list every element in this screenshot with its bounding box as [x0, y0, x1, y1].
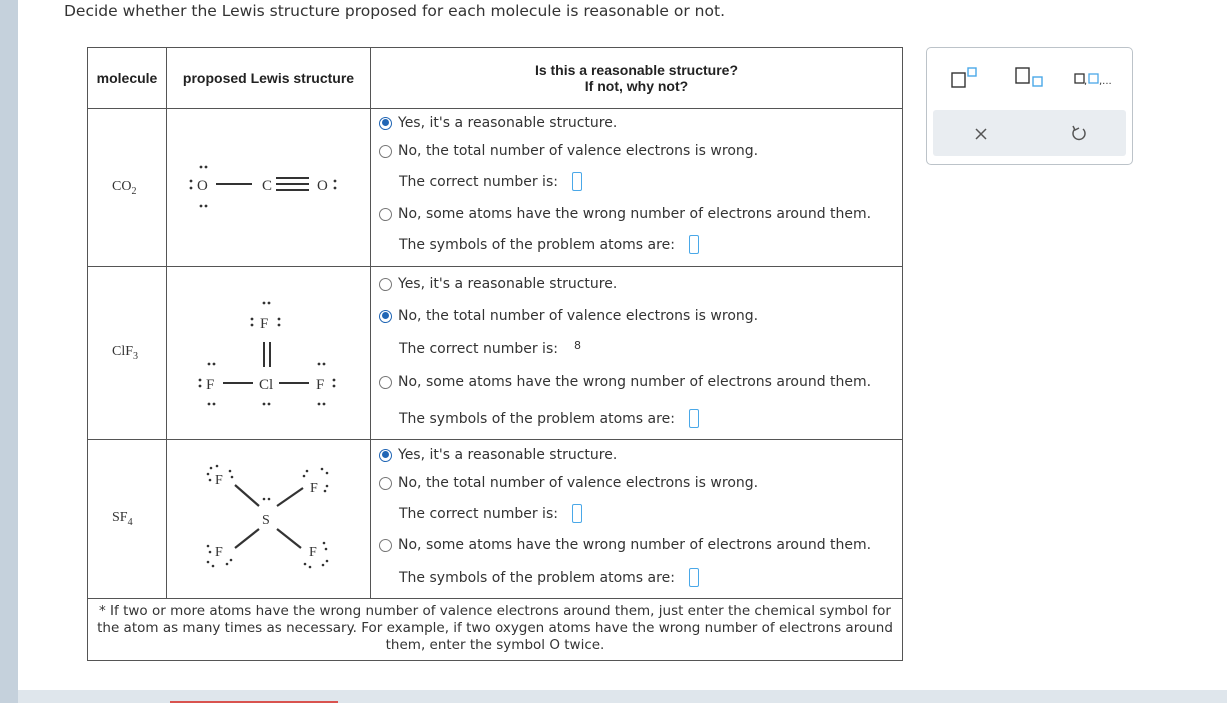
symbols-row3: The symbols of the problem atoms are:: [371, 568, 699, 587]
header-reasonable-line2: If not, why not?: [584, 78, 689, 94]
clear-icon[interactable]: [973, 126, 989, 142]
svg-text:,: ,: [1084, 76, 1088, 87]
footnote: * If two or more atoms have the wrong number of valence electrons around them, just enter the chemical symbol for the atom as many times as necessary. For example, if two oxygen atoms have the wrong number of electrons around them, enter the symbol O twice.: [88, 599, 903, 661]
atom-s: S: [262, 513, 270, 528]
option-no-valence-row3[interactable]: No, the total number of valence electrons is wrong.: [371, 475, 758, 491]
header-molecule: molecule: [88, 48, 167, 109]
atom-f-upper-left: F: [215, 473, 223, 488]
correct-number-row1: The correct number is:: [371, 172, 582, 191]
radio-no-atoms-row1[interactable]: [379, 208, 392, 221]
radio-no-atoms-row3[interactable]: [379, 539, 392, 552]
radio-yes-row3[interactable]: [379, 449, 392, 462]
question-table: [87, 47, 903, 661]
question-text: Decide whether the Lewis structure proposed for each molecule is reasonable or not.: [64, 2, 725, 20]
atom-f-left: F: [206, 377, 215, 393]
lewis-structure-co2: [167, 109, 371, 267]
molecule-co2: $CO_2$: [88, 109, 167, 267]
correct-number-row3: The correct number is:: [371, 504, 582, 523]
option-no-atoms-row3[interactable]: No, some atoms have the wrong number of electrons around them.: [371, 537, 871, 553]
option-no-atoms-row1[interactable]: No, some atoms have the wrong number of electrons around them.: [371, 206, 871, 222]
option-yes-row3[interactable]: Yes, it's a reasonable structure.: [371, 447, 617, 463]
atom-f-right: F: [316, 377, 325, 393]
atom-c: C: [262, 178, 273, 194]
svg-text:,...: ,...: [1099, 76, 1112, 87]
radio-no-valence-row2[interactable]: [379, 310, 392, 323]
option-no-atoms-row2[interactable]: No, some atoms have the wrong number of electrons around them.: [371, 374, 871, 390]
options-clf3: [371, 267, 903, 440]
options-co2: [371, 109, 903, 267]
symbols-input-row3[interactable]: [689, 568, 699, 587]
subscript-icon[interactable]: [1013, 66, 1045, 90]
option-yes-row2[interactable]: Yes, it's a reasonable structure.: [371, 276, 617, 292]
atom-o-right: O: [317, 178, 328, 194]
symbols-input-row1[interactable]: [689, 235, 699, 254]
correct-number-row2: The correct number is: 8: [399, 338, 581, 357]
radio-yes-row2[interactable]: [379, 278, 392, 291]
correct-number-input-row1[interactable]: [572, 172, 582, 191]
option-yes-row1[interactable]: Yes, it's a reasonable structure.: [371, 115, 617, 131]
lewis-structure-sf4: [167, 440, 371, 599]
molecule-sf4: $SF_4$: [88, 440, 167, 599]
symbols-input-row2[interactable]: [689, 409, 699, 428]
symbols-row2: The symbols of the problem atoms are:: [371, 409, 699, 428]
radio-no-valence-row1[interactable]: [379, 145, 392, 158]
radio-no-atoms-row2[interactable]: [379, 376, 392, 389]
atom-cl: Cl: [259, 377, 274, 393]
radio-yes-row1[interactable]: [379, 117, 392, 130]
molecule-clf3: ClF$_3$: [88, 267, 167, 440]
correct-number-input-row3[interactable]: [572, 504, 582, 523]
correct-number-value-row2[interactable]: 8: [573, 338, 581, 352]
radio-no-valence-row3[interactable]: [379, 477, 392, 490]
answer-tools-panel: [926, 47, 1133, 165]
list-icon[interactable]: [1073, 68, 1125, 88]
atom-f-lower-right: F: [309, 545, 317, 560]
header-structure: proposed Lewis structure: [167, 48, 371, 109]
atom-f-top: F: [260, 316, 269, 332]
lewis-structure-clf3: [167, 267, 371, 440]
option-no-valence-row2[interactable]: No, the total number of valence electrons is wrong.: [371, 308, 758, 324]
options-sf4: [371, 440, 903, 599]
left-sidebar-strip: [0, 0, 18, 703]
atom-f-upper-right: F: [310, 481, 318, 496]
symbols-row1: The symbols of the problem atoms are:: [371, 235, 699, 254]
option-no-valence-row1[interactable]: No, the total number of valence electrons is wrong.: [371, 143, 758, 159]
atom-f-lower-left: F: [215, 545, 223, 560]
header-reasonable: [371, 48, 903, 109]
superscript-icon[interactable]: [949, 66, 979, 90]
header-reasonable-line1: Is this a reasonable structure?: [534, 62, 739, 78]
undo-icon[interactable]: [1069, 124, 1089, 144]
atom-o-left: O: [197, 178, 208, 194]
tools-action-bar: [933, 110, 1126, 156]
